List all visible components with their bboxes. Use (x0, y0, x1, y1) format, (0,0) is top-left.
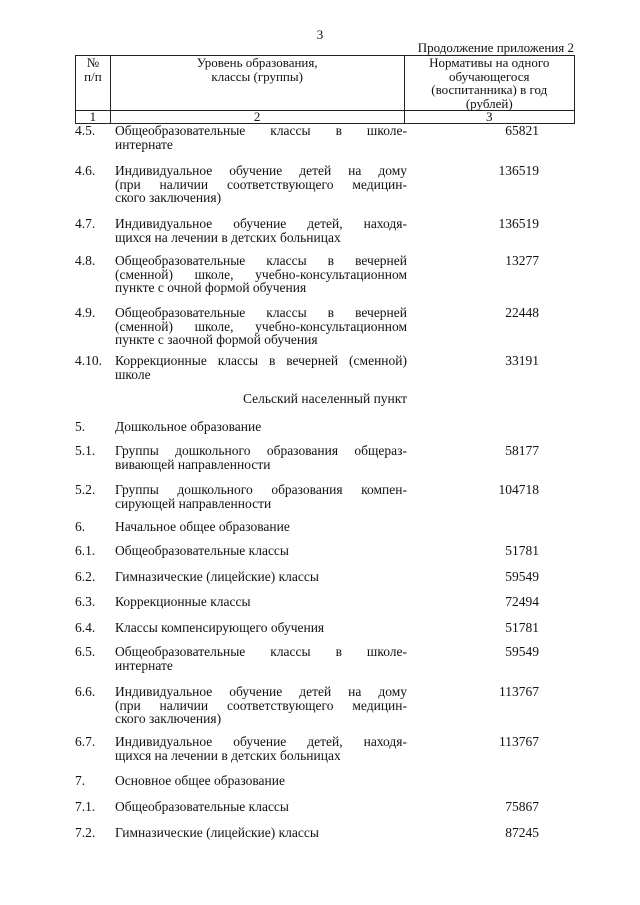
row-description-line: ского заключения) (115, 711, 222, 726)
header-col-level-line: классы (группы) (211, 68, 303, 84)
row-description-line: Начальное общее образование (115, 519, 290, 534)
header-col-norms (404, 56, 575, 111)
row-value: 59549 (505, 569, 539, 584)
header-col-number-line: п/п (84, 68, 102, 84)
row-number: 4.6. (75, 163, 96, 178)
row-number: 5.2. (75, 482, 96, 497)
row-description-line: Общеобразовательные классы в школе- (115, 123, 407, 138)
row-description-line: ского заключения) (115, 190, 222, 205)
row-description-line: вивающей направленности (115, 456, 271, 472)
header-col-norms-line: (воспитанника) в год (431, 82, 548, 97)
header-col-norms-line: обучающегося (448, 68, 530, 84)
row-description-line: Индивидуальное обучение детей, находя- (115, 216, 407, 231)
row-description-line: Гимназические (лицейские) классы (115, 569, 319, 584)
row-description-line: щихся на лечении в детских больницах (115, 229, 341, 245)
row-value: 136519 (498, 163, 539, 178)
row-description (115, 570, 407, 584)
row-number: 5.1. (75, 443, 96, 458)
row-description-line: Группы дошкольного образования общераз- (115, 443, 407, 458)
column-number-2: 2 (110, 111, 404, 124)
row-description-line: школе (115, 366, 151, 382)
row-value: 65821 (505, 123, 539, 138)
row-number: 7.1. (75, 799, 96, 814)
row-number: 4.10. (75, 353, 102, 368)
row-description (115, 735, 407, 762)
row-description (115, 520, 407, 534)
row-description-line: Группы дошкольного образования компен- (115, 482, 407, 497)
row-description (115, 595, 407, 609)
row-number: 6.6. (75, 684, 96, 699)
row-description (115, 254, 407, 295)
row-description-line: Общеобразовательные классы в вечерней (115, 253, 407, 268)
row-number: 7. (75, 773, 86, 788)
row-value: 87245 (505, 825, 539, 840)
row-value: 13277 (505, 253, 539, 268)
row-value: 58177 (505, 443, 539, 458)
row-number: 7.2. (75, 825, 96, 840)
row-description-line: интернате (115, 136, 173, 152)
column-number-1: 1 (76, 111, 111, 124)
row-number: 6.4. (75, 620, 96, 635)
row-description (115, 483, 407, 510)
row-description-line: Индивидуальное обучение детей на дому (115, 163, 407, 178)
row-description (115, 800, 407, 814)
appendix-note: Продолжение приложения 2 (417, 40, 574, 55)
row-description-line: Основное общее образование (115, 773, 285, 788)
row-description (115, 354, 407, 381)
row-value: 113767 (499, 734, 539, 749)
row-number: 4.7. (75, 216, 96, 231)
row-value: 51781 (505, 543, 539, 558)
header-col-norms-line: (рублей) (465, 95, 513, 111)
row-description (115, 444, 407, 471)
row-description (115, 306, 407, 347)
header-col-number (76, 56, 111, 111)
row-description-line: интернате (115, 657, 173, 673)
row-description (115, 420, 407, 434)
row-number: 6.2. (75, 569, 96, 584)
row-value: 59549 (505, 644, 539, 659)
row-description-line: Общеобразовательные классы (115, 543, 289, 558)
page-number: 3 (316, 27, 324, 42)
row-number: 5. (75, 419, 86, 434)
row-value: 75867 (505, 799, 539, 814)
row-description-line: (сменной) школе, учебно-консультационном (115, 266, 407, 282)
header-col-level (110, 56, 404, 111)
row-description-line: Классы компенсирующего обучения (115, 620, 325, 635)
row-number: 6. (75, 519, 86, 534)
row-description-line: пункте с очной формой обучения (115, 280, 307, 295)
row-number: 6.5. (75, 644, 96, 659)
row-description (115, 124, 407, 151)
row-description-line: Коррекционные классы (115, 594, 251, 609)
row-description (115, 164, 407, 205)
section-title: Сельский населенный пункт (242, 391, 408, 406)
row-number: 4.5. (75, 123, 96, 138)
row-value: 104718 (498, 482, 539, 497)
row-description-line: Коррекционные классы в вечерней (сменной) (115, 353, 407, 368)
table-header (75, 55, 575, 124)
row-description-line: Индивидуальное обучение детей на дому (115, 684, 407, 699)
row-description-line: Общеобразовательные классы (115, 799, 289, 814)
row-description-line: (при наличии соответствующего медицин- (115, 176, 407, 192)
row-number: 4.9. (75, 305, 96, 320)
row-description-line: пункте с заочной формой обучения (115, 332, 318, 347)
row-description (115, 774, 407, 788)
row-number: 4.8. (75, 253, 96, 268)
row-value: 22448 (505, 305, 539, 320)
row-value: 72494 (505, 594, 539, 609)
row-description (115, 217, 407, 244)
row-description-line: Гимназические (лицейские) классы (115, 825, 319, 840)
row-value: 33191 (505, 353, 539, 368)
row-number: 6.1. (75, 543, 96, 558)
row-description (115, 826, 407, 840)
row-value: 113767 (499, 684, 539, 699)
row-description-line: щихся на лечении в детских больницах (115, 747, 341, 763)
row-description-line: Индивидуальное обучение детей, находя- (115, 734, 407, 749)
row-description (115, 645, 407, 672)
row-description-line: Общеобразовательные классы в школе- (115, 644, 407, 659)
row-description-line: (сменной) школе, учебно-консультационном (115, 318, 407, 334)
row-description (115, 544, 407, 558)
row-value: 51781 (505, 620, 539, 635)
row-description-line: (при наличии соответствующего медицин- (115, 697, 407, 713)
row-description-line: Общеобразовательные классы в вечерней (115, 305, 407, 320)
header-col-number-line: № (86, 55, 100, 70)
row-description-line: сирующей направленности (115, 495, 272, 511)
row-description-line: Дошкольное образование (115, 419, 262, 434)
row-number: 6.7. (75, 734, 96, 749)
column-number-3: 3 (404, 111, 575, 124)
row-number: 6.3. (75, 594, 96, 609)
row-description (115, 621, 407, 635)
row-description (115, 685, 407, 726)
row-value: 136519 (498, 216, 539, 231)
header-col-norms-line: Нормативы на одного (429, 55, 550, 70)
header-col-level-line: Уровень образования, (196, 55, 318, 70)
